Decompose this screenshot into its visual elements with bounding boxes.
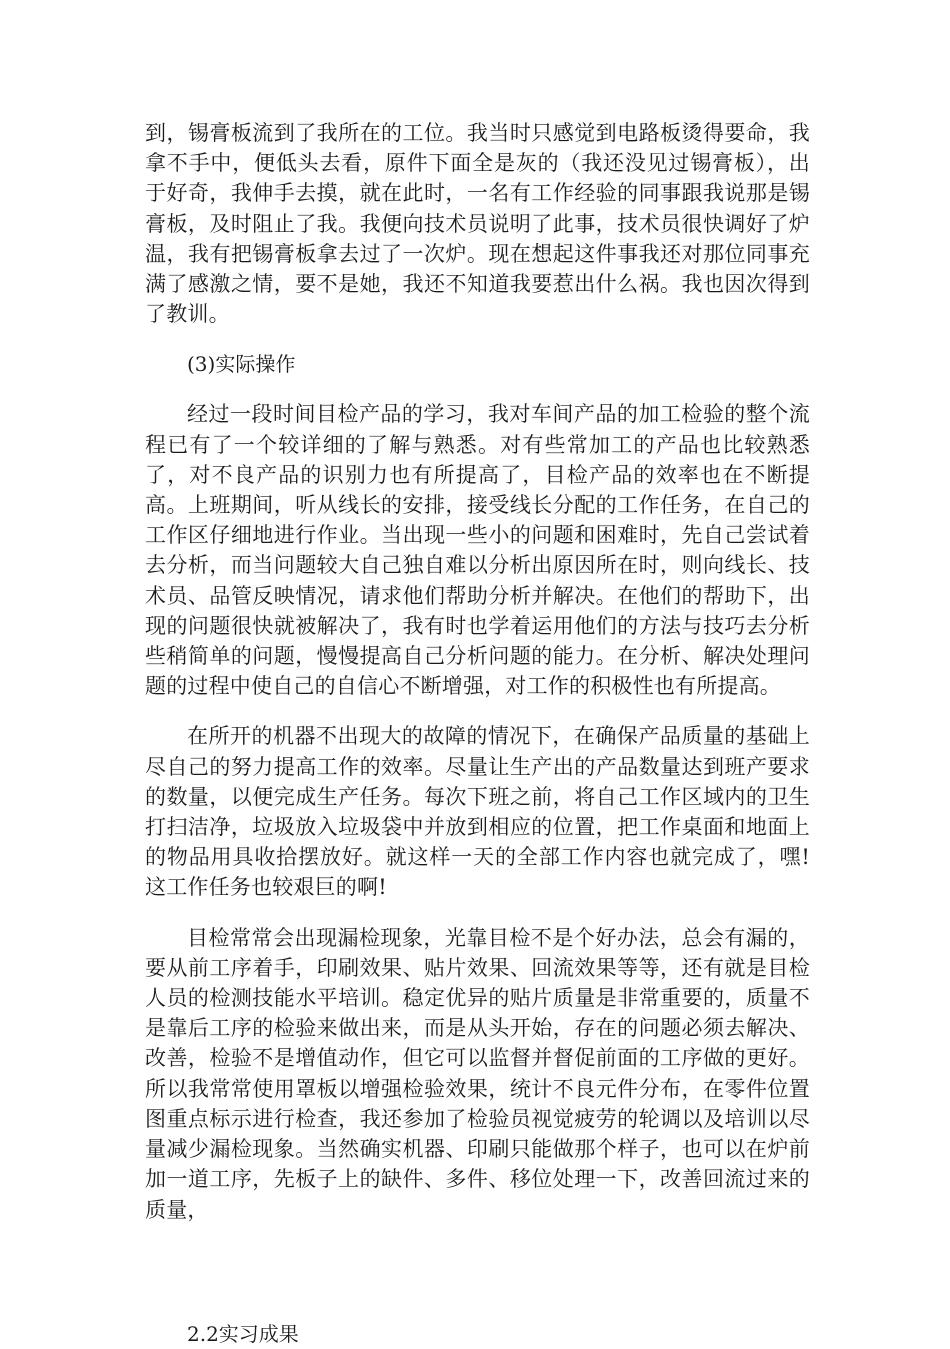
- paragraph-work-efficiency: 在所开的机器不出现大的故障的情况下，在确保产品质量的基础上尽自己的努力提高工作的效率。尽量让生产出的产品数量达到班产要求的数量，以便完成生产任务。每次下班之前，将自己工作区域内的卫生打扫洁净，垃圾放入垃圾袋中并放到相应的位置，把工作桌面和地面上的物品用具收拾摆放好。就这样一天的全部工作内容也就完成了，嘿!这工作任务也较艰巨的啊!: [145, 724, 810, 900]
- paragraph-solder-paste-incident: 到，锡膏板流到了我所在的工位。我当时只感觉到电路板烫得要命，我拿不手中，便低头去看，原件下面全是灰的（我还没见过锡膏板），出于好奇，我伸手去摸，就在此时，一名有工作经验的同事跟我说那是锡膏板，及时阻止了我。我便向技术员说明了此事，技术员很快调好了炉温，我有把锡膏板拿去过了一次炉。现在想起这件事我还对那位同事充满了感激之情，要不是她，我还不知道我要惹出什么祸。我也因次得到了教训。: [145, 121, 810, 327]
- document-page: [145, 118, 810, 1349]
- section-heading-internship-results: 2.2实习成果: [187, 1321, 299, 1346]
- section-heading-practical-operation: (3)实际操作: [187, 352, 296, 377]
- paragraph-missed-inspection: 目检常常会出现漏检现象，光靠目检不是个好办法，总会有漏的，要从前工序着手，印刷效果、贴片效果、回流效果等等，还有就是目检人员的检测技能水平培训。稳定优异的贴片质量是非常重要的，质量不是靠后工序的检验来做出来，而是从头开始，存在的问题必须去解决、改善，检验不是增值动作，但它可以监督并督促前面的工序做的更好。所以我常常使用罩板以增强检验效果，统计不良元件分布，在零件位置图重点标示进行检查，我还参加了检验员视觉疲劳的轮调以及培训以尽量减少漏检现象。当然确实机器、印刷只能做那个样子，也可以在炉前加一道工序，先板子上的缺件、多件、移位处理一下，改善回流过来的质量，: [145, 925, 810, 1222]
- paragraph-visual-inspection-learning: 经过一段时间目检产品的学习，我对车间产品的加工检验的整个流程已有了一个较详细的了解与熟悉。对有些常加工的产品也比较熟悉了，对不良产品的识别力也有所提高了，目检产品的效率也在不断提高。上班期间，听从线长的安排，接受线长分配的工作任务，在自己的工作区仔细地进行作业。当出现一些小的问题和困难时，先自己尝试着去分析，而当问题较大自己独自难以分析出原因所在时，则向线长、技术员、品管反映情况，请求他们帮助分析并解决。在他们的帮助下，出现的问题很快就被解决了，我有时也学着运用他们的方法与技巧去分析些稍简单的问题，慢慢提高自己分析问题的能力。在分析、解决处理问题的过程中使自己的自信心不断增强，对工作的积极性也有所提高。: [145, 402, 810, 699]
